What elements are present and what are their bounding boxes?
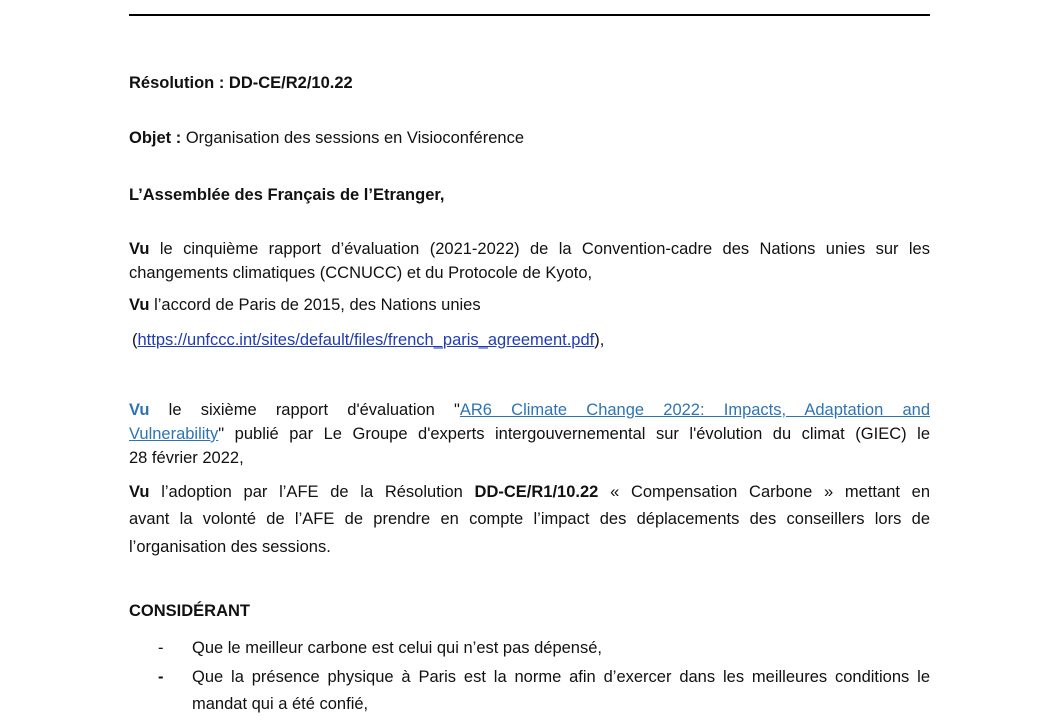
vu4-resolution: DD-CE/R1/10.22	[474, 483, 599, 501]
vu2-text: l’accord de Paris de 2015, des Nations unies	[154, 296, 481, 314]
vu1-text-line1: le cinquième rapport d’évaluation (2021-2022) de la Convention-cadre des Nations unies sur les	[159, 240, 930, 258]
vu3-post: " publié par Le Groupe d'experts intergouvernemental sur l'évolution du climat (GIEC) le	[218, 425, 930, 443]
vu2-close: ),	[594, 331, 605, 349]
objet-label: Objet :	[129, 129, 182, 147]
vu3-pre: le sixième rapport d'évaluation "	[168, 401, 460, 419]
vu1-line2: changements climatiques (CCNUCC) et du Protocole de Kyoto,	[129, 264, 593, 282]
ar6-report-link-part1[interactable]: AR6 Climate Change 2022: Impacts, Adaptation and	[459, 401, 930, 419]
considerant-item: Que la présence physique à Paris est la norme afin d’exercer dans les meilleures conditions le	[192, 668, 930, 686]
resolution-label: Résolution :	[129, 74, 225, 92]
considerant-bullet: -	[158, 639, 164, 657]
header-rule	[129, 14, 930, 16]
considerant-item: Que le meilleur carbone est celui qui n’est pas dépensé,	[192, 639, 602, 657]
vu2-line2	[132, 330, 933, 350]
vu2-line1	[129, 295, 930, 315]
considerant-item-continuation: mandat qui a été confié,	[192, 695, 369, 713]
paris-agreement-link[interactable]: https://unfccc.int/sites/default/files/french_paris_agreement.pdf	[137, 331, 595, 349]
resolution-number: DD-CE/R2/10.22	[228, 74, 353, 92]
vu4-line1	[129, 482, 930, 502]
vu1-line1	[129, 239, 930, 259]
ar6-report-link-part2[interactable]: Vulnerability	[129, 425, 219, 443]
vu3-line1	[129, 400, 930, 420]
vu4-line2: avant la volonté de l’AFE de prendre en compte l’impact des déplacements des conseillers lors de	[129, 510, 930, 528]
vu4-keyword: Vu	[129, 483, 150, 501]
vu2-open-paren: (	[132, 331, 138, 349]
resolution-line	[129, 73, 930, 93]
vu3-line2	[129, 424, 930, 444]
objet-line	[129, 128, 930, 148]
assembly-heading: L’Assemblée des Français de l’Etranger,	[129, 186, 445, 204]
objet-text: Organisation des sessions en Visioconférence	[185, 129, 524, 147]
vu1-keyword: Vu	[129, 240, 150, 258]
vu2-keyword: Vu	[129, 296, 150, 314]
considerant-bullet: -	[158, 668, 164, 686]
vu3-keyword: Vu	[129, 401, 150, 419]
vu3-line3: 28 février 2022,	[129, 449, 244, 467]
considerant-heading: CONSIDÉRANT	[129, 602, 251, 620]
vu4-line3: l’organisation des sessions.	[129, 538, 331, 556]
vu4-post: « Compensation Carbone » mettant en	[610, 483, 931, 501]
vu4-pre: l’adoption par l’AFE de la Résolution	[161, 483, 463, 501]
